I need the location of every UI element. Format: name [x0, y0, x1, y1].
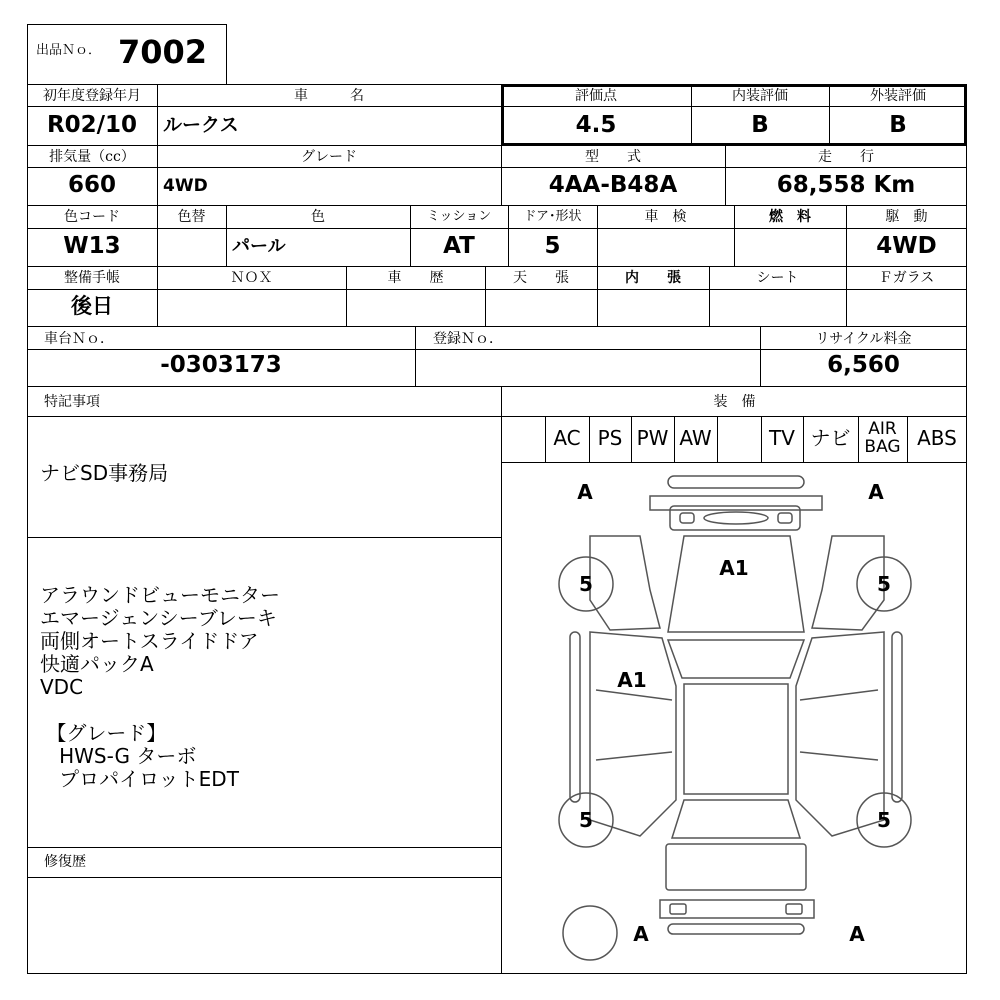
mark-rear-right: A: [849, 922, 865, 946]
hline: [27, 266, 967, 267]
interior-trim-label: 内 張: [625, 270, 681, 286]
maintenance-record-value: 後日: [71, 294, 113, 318]
hline: [27, 228, 967, 229]
interior-grade-label: 内装評価: [732, 88, 788, 104]
color-code-label: 色コード: [64, 209, 120, 225]
nox-label: ＮＯＸ: [230, 270, 273, 286]
registration-number-label: 登録Ｎｏ．: [433, 331, 503, 347]
score-label: 評価点: [575, 88, 617, 104]
mark-tire-fl: 5: [579, 572, 593, 596]
grade-label: グレード: [301, 149, 357, 165]
options-text: アラウンドビューモニター エマージェンシーブレーキ 両側オートスライドドア 快適パックA VDC 【グレード】 HWS-G ターボ プロパイロットEDT: [40, 583, 280, 791]
color-code-value: W13: [63, 233, 121, 259]
displacement-value: 660: [67, 172, 116, 198]
equipment-abs: ABS: [917, 426, 957, 450]
car-name-label: 車 名: [294, 88, 364, 104]
hline: [27, 537, 502, 538]
mark-hood: A1: [719, 556, 749, 580]
seat-label: シート: [756, 270, 799, 286]
hline: [27, 386, 967, 387]
hline: [27, 289, 967, 290]
recycle-fee-value: 6,560: [827, 352, 900, 378]
exterior-grade-label: 外装評価: [870, 88, 926, 104]
car-damage-diagram: [502, 462, 967, 974]
mark-front-left: A: [577, 480, 593, 504]
mark-rear-left: A: [633, 922, 649, 946]
mission-label: ミッション: [426, 209, 492, 224]
displacement-label: 排気量（cc）: [49, 149, 135, 165]
drive-label: 駆 動: [885, 209, 928, 225]
equipment-aw: AW: [679, 426, 712, 450]
mileage-label: 走 行: [818, 149, 874, 165]
special-notes-text: ナビSD事務局: [40, 461, 169, 485]
model-code-label: 型 式: [585, 149, 641, 165]
first-registration-value: R02/10: [46, 112, 138, 138]
mileage-value: 68,558 Km: [776, 172, 916, 198]
special-notes-label: 特記事項: [44, 394, 100, 410]
mark-tire-rr: 5: [877, 808, 891, 832]
recycle-fee-label: リサイクル料金: [815, 331, 912, 347]
equipment-airbag: AIR BAG: [864, 419, 901, 457]
hline: [27, 167, 967, 168]
hline: [27, 326, 967, 327]
equipment-ac: AC: [553, 426, 581, 450]
door-label: ドア･形状: [523, 209, 582, 224]
interior-grade-value: B: [751, 112, 769, 138]
mark-left-side: A1: [617, 668, 647, 692]
roof-label: 天 張: [513, 270, 569, 286]
vline: [415, 326, 416, 386]
equipment-ps: PS: [597, 426, 623, 450]
color-label: 色: [311, 209, 325, 225]
drive-value: 4WD: [876, 233, 937, 259]
mark-tire-rl: 5: [579, 808, 593, 832]
hline: [27, 847, 502, 848]
first-registration-label: 初年度登録年月: [43, 88, 141, 104]
vehicle-history-label: 車 歴: [387, 270, 444, 286]
equipment-navi: ナビ: [810, 426, 851, 450]
front-glass-label: Ｆガラス: [878, 270, 935, 286]
hline: [27, 205, 967, 206]
car-name-value: ルークス: [163, 114, 239, 136]
hline: [27, 877, 502, 878]
color-change-label: 色替: [177, 209, 206, 225]
equipment-tv: TV: [769, 426, 795, 450]
mission-value: AT: [443, 233, 475, 259]
model-code-value: 4AA-B48A: [548, 172, 678, 198]
fuel-label: 燃 料: [769, 209, 811, 225]
color-value: パール: [232, 236, 286, 257]
grade-value: 4WD: [163, 176, 208, 196]
score-value: 4.5: [575, 112, 617, 138]
lot-number: 7002: [118, 33, 208, 71]
equipment-pw: PW: [636, 426, 669, 450]
equipment-label: 装 備: [713, 394, 756, 410]
maintenance-record-label: 整備手帳: [64, 270, 120, 286]
hline: [27, 349, 967, 350]
lot-label: 出品Ｎｏ．: [36, 43, 102, 58]
exterior-grade-value: B: [889, 112, 907, 138]
repair-history-label: 修復歴: [44, 854, 86, 870]
chassis-number-value: -0303173: [160, 352, 282, 378]
door-value: 5: [544, 233, 561, 259]
chassis-number-label: 車台Ｎｏ．: [44, 331, 114, 347]
inspection-label: 車 検: [644, 209, 687, 225]
mark-front-right: A: [868, 480, 884, 504]
mark-tire-fr: 5: [877, 572, 891, 596]
